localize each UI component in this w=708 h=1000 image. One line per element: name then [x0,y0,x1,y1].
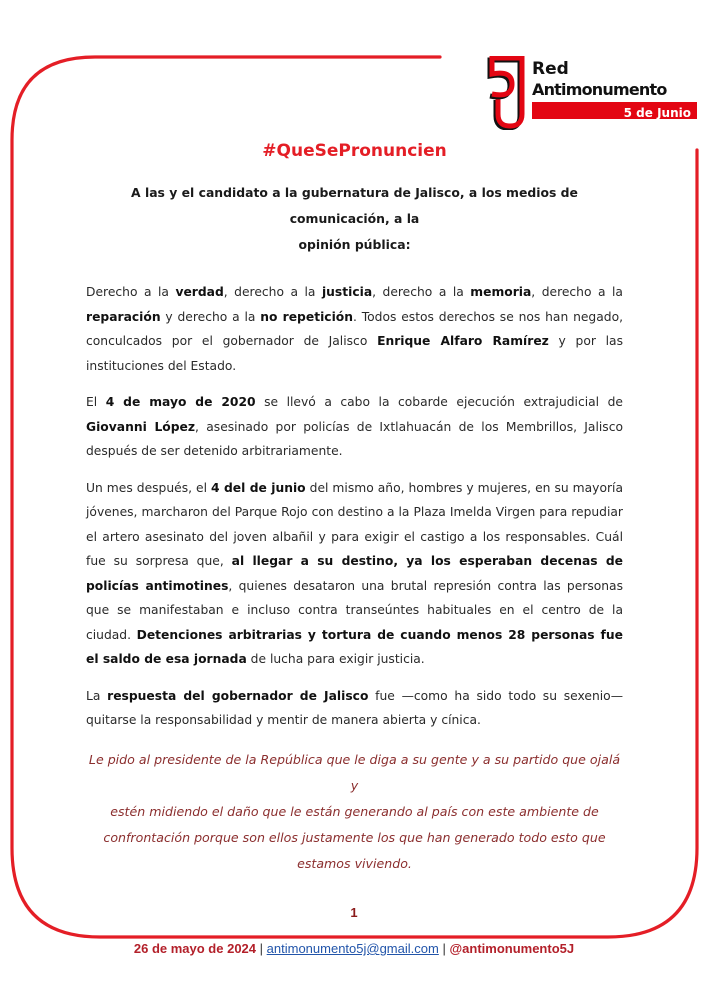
address-line-2: opinión pública: [298,237,411,252]
paragraph-march [86,476,623,672]
text-run: , derecho a la [372,285,471,299]
text-run: del mismo año, hombres y mujeres, en su mayoría jóvenes, marcharon del Parque Rojo con destino a la Plaza Imelda Virgen para repudiar el artero asesinato del joven albañil y para exigir el castigo a los responsables. Cuál fue su sorpresa que, [86,480,623,568]
bold-text-run: justicia [321,285,373,299]
text-run: y derecho a la [160,309,261,324]
text-run: y por las instituciones del Estado. [86,334,623,373]
text-run: , quienes desataron una brutal represión contra las personas que se manifestaban e incluso contra transeúntes habituales en el centro de la ciudad. [86,578,623,642]
logo-text-subtitle: 5 de Junio [623,106,691,120]
quote-line: confrontación porque son ellos justamente los que han generado todo esto que [103,829,606,845]
text-run: , derecho a la [531,285,623,299]
logo-text-antimonumento: Antimonumento [532,80,667,99]
footer-social-handle: @antimonumento5J [449,941,575,956]
bold-text-run: Enrique Alfaro Ramírez [377,334,549,348]
text-run: La [86,688,108,703]
quote-block [86,747,623,877]
bold-text-run: Giovanni López [86,419,196,434]
text-run: Derecho a la [86,285,176,299]
text-run: El [86,395,106,409]
logo-5j-mark-icon [484,56,528,130]
quote-line: estén midiendo el daño que le están generando al país con este ambiente de [110,803,599,819]
footer-date: 26 de mayo de 2024 [133,941,257,956]
text-run: Un mes después, el [86,480,212,495]
address-heading [86,180,623,258]
footer [0,941,708,957]
page-number: 1 [350,905,358,920]
quote-line: Le pido al presidente de la República que le diga a su gente y a su partido que ojalá y [88,751,621,793]
bold-text-run: verdad [175,285,224,299]
text-run: de lucha para exigir justicia. [246,652,425,666]
bold-text-run: Detenciones arbitrarias y tortura de cuando menos 28 personas fue el saldo de esa jornada [86,627,624,666]
quote-line: estamos viviendo. [297,855,412,871]
bold-text-run: no repetición [260,309,353,324]
logo-red-antimonumento [484,56,699,132]
document-body [86,140,623,877]
bold-text-run: reparación [86,309,161,324]
text-run: , derecho a la [223,285,322,299]
hashtag-title: #QueSePronuncien [262,141,447,161]
bold-text-run: respuesta del gobernador de Jalisco [107,688,369,703]
paragraph-governor-response [86,684,623,733]
text-run: , asesinado por policías de Ixtlahuacán de los Membrillos, Jalisco después de ser detenido arbitrariamente. [86,419,623,458]
text-run: . Todos estos derechos se nos han negado, conculcados por el gobernador de Jalisco [86,309,624,348]
address-line-1: A las y el candidato a la gubernatura de Jalisco, a los medios de comunicación, a la [131,185,578,226]
bold-text-run: 4 de mayo de 2020 [105,395,256,409]
footer-separator: | [259,941,264,956]
footer-separator: | [442,941,446,956]
paragraph-execution [86,390,623,464]
logo-wordmark [532,60,697,119]
footer-email-link[interactable]: antimonumento5j@gmail.com [266,941,439,956]
paragraph-rights [86,280,623,378]
logo-red-bar [532,102,697,119]
bold-text-run: 4 del de junio [211,480,306,495]
text-run: fue —como ha sido todo su sexenio— quitarse la responsabilidad y mentir de manera abierta y cínica. [86,688,623,727]
bold-text-run: al llegar a su destino, ya los esperaban decenas de policías antimotines [86,554,623,593]
logo-text-red: Red [532,59,569,79]
bold-text-run: memoria [470,285,532,299]
text-run: se llevó a cabo la cobarde ejecución extrajudicial de [255,395,623,409]
